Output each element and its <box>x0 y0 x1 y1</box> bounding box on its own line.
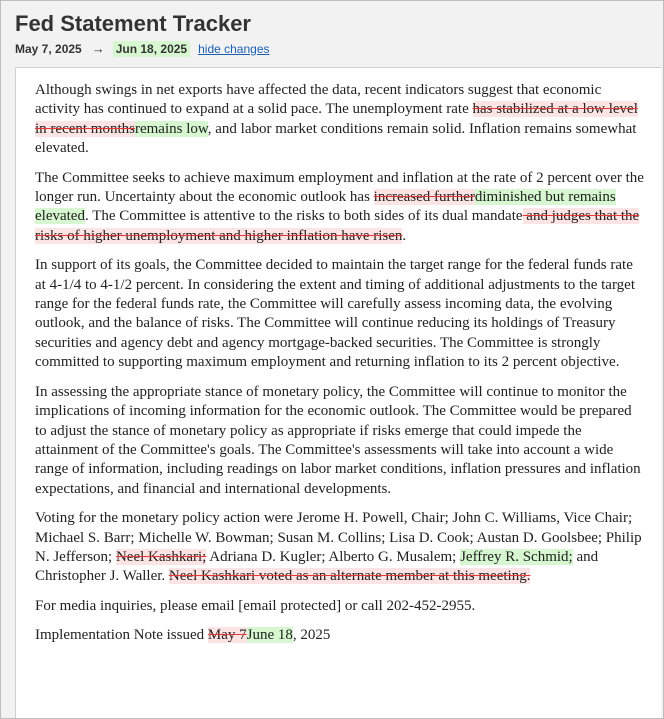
statement-paragraph-3: In support of its goals, the Committee decided to maintain the target range for the federal funds rate at 4-1/4 to 4-1/2 percent. In considering the extent and timing of additional adjustments to the target range for the federal funds rate, the Committee will carefully assess incoming data, the evolving outlook, and the balance of risks. The Committee will continue reducing its holdings of Treasury securities and agency debt and agency mortgage-backed securities. The Committee is strongly committed to supporting maximum employment and returning inflation to its 2 percent objective. <box>35 257 635 371</box>
inserted-text: remains low <box>134 120 208 137</box>
statement-paragraph-7: Implementation Note issued May 7June 18, 2025 <box>35 627 331 644</box>
deleted-text: increased further <box>373 189 475 206</box>
deleted-text: Neel Kashkari; <box>115 548 207 565</box>
statement-paragraph-5: Voting for the monetary policy action were Jerome H. Powell, Chair; John C. Williams, Vice Chair; Michael S. Barr; Michelle W. Bowman; Susan M. Collins; Lisa D. Cook; Austan D. Goolsbee; Philip N. Jefferson; Neel Kashkari; Adriana D. Kugler; Alberto G. Musalem; Jeffrey R. Schmid; and Christopher J. Waller. Neel Kashkari voted as an alternate member at this meeting. <box>35 510 642 585</box>
arrow-right-icon: → <box>91 41 105 56</box>
statement-diff-panel <box>15 67 661 719</box>
hide-changes-link[interactable]: hide changes <box>198 42 270 56</box>
inserted-text: June 18 <box>246 627 293 644</box>
statement-paragraph-4: In assessing the appropriate stance of monetary policy, the Committee will continue to monitor the implications of incoming information for the economic outlook. The Committee would be prepared to adjust the stance of monetary policy as appropriate if risks emerge that could impede the attainment of the Committee's goals. The Committee's assessments will take into account a wide range of information, including readings on labor market conditions, inflation pressures and inflation expectations, and financial and international developments. <box>35 383 641 497</box>
inserted-text: Jeffrey R. Schmid; <box>460 548 573 565</box>
deleted-text: Neel Kashkari voted as an alternate member at this meeting. <box>168 568 531 585</box>
new-statement-date: Jun 18, 2025 <box>113 41 190 57</box>
deleted-text: has stabilized at a low level in recent months <box>35 101 638 137</box>
deleted-text: and judges that the risks of higher unemployment and higher inflation have risen <box>35 208 640 244</box>
header <box>1 1 663 57</box>
deleted-text: May 7 <box>207 627 247 644</box>
statement-paragraph-2: The Committee seeks to achieve maximum employment and inflation at the rate of 2 percent over the longer run. Uncertainty about the economic outlook has increased furtherdiminished but remains elevated. The Committee is attentive to the risks to both sides of its dual mandate and judges that the risks of higher unemployment and higher inflation have risen. <box>35 169 644 244</box>
page-title: Fed Statement Tracker <box>15 11 251 36</box>
inserted-text: diminished but remains elevated <box>35 189 616 225</box>
statement-paragraph-1: Although swings in net exports have affected the data, recent indicators suggest that economic activity has continued to expand at a solid pace. The unemployment rate has stabilized at a low level in recent monthsremains low, and labor market conditions remain solid. Inflation remains somewhat elevated. <box>35 82 638 157</box>
old-statement-date: May 7, 2025 <box>15 42 82 56</box>
date-comparison-row <box>15 41 663 57</box>
statement-paragraph-6: For media inquiries, please email [email protected] or call 202-452-2955. <box>35 597 476 614</box>
